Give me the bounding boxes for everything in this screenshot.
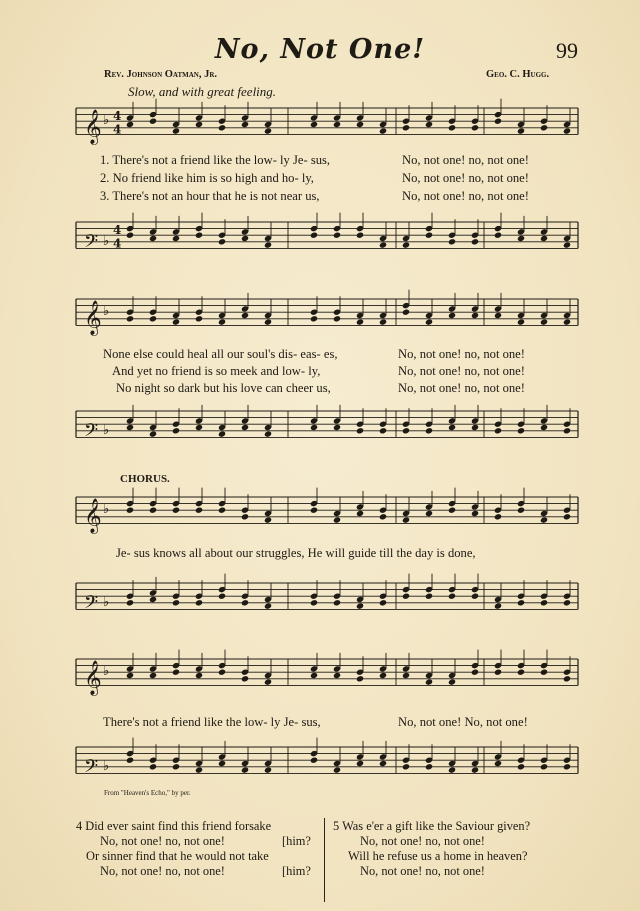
note-head <box>264 516 272 523</box>
note-head <box>379 513 387 520</box>
bass-clef: 𝄢 <box>84 756 99 782</box>
note-head <box>333 599 341 606</box>
note-head <box>425 232 433 239</box>
note-head <box>425 593 433 600</box>
note-head <box>241 424 249 431</box>
note-head <box>402 593 410 600</box>
note-head <box>149 118 157 125</box>
note-head <box>241 599 249 606</box>
note-head <box>540 599 548 606</box>
lyric-line-v1-a: 1. There's not a friend like the low- ly Je- sus, <box>100 153 331 167</box>
note-head <box>356 427 364 434</box>
note-head <box>517 507 525 514</box>
lyricist-credit: Rev. Johnson Oatman, Jr. <box>104 69 218 80</box>
treble-clef: 𝄞 <box>84 109 102 145</box>
bass-clef: 𝄢 <box>84 592 99 618</box>
note-head <box>563 513 571 520</box>
note-head <box>471 510 479 517</box>
clef-signs <box>84 109 121 781</box>
note-head <box>172 669 180 676</box>
note-head <box>172 318 180 325</box>
note-head <box>448 124 456 131</box>
chorus-lyric-line-2: There's not a friend like the low- ly Je- sus, <box>103 715 321 729</box>
note-head <box>126 507 134 514</box>
note-head <box>402 427 410 434</box>
note-head <box>172 235 180 242</box>
treble-clef: 𝄞 <box>84 498 102 534</box>
time-signature: 4 <box>113 236 122 251</box>
flat-sign: ♭ <box>103 594 110 610</box>
note-head <box>425 510 433 517</box>
note-head <box>241 513 249 520</box>
note-head <box>264 127 272 134</box>
note-head <box>563 427 571 434</box>
note-head <box>494 760 502 767</box>
note-head <box>402 124 410 131</box>
note-head <box>540 763 548 770</box>
note-head <box>356 510 364 517</box>
note-head <box>356 232 364 239</box>
note-head <box>563 763 571 770</box>
note-head <box>333 424 341 431</box>
note-head <box>379 672 387 679</box>
note-head <box>218 593 226 600</box>
verse-5-line-2: No, not one! no, not one! <box>360 834 485 848</box>
note-head <box>241 766 249 773</box>
note-head <box>379 241 387 248</box>
treble-clef: 𝄞 <box>84 300 102 336</box>
note-head <box>333 232 341 239</box>
note-head <box>517 669 525 676</box>
lyric-line-v2-b: And yet no friend is so meek and low- ly, <box>112 364 321 378</box>
note-head <box>471 669 479 676</box>
note-head <box>149 430 157 437</box>
note-head <box>425 678 433 685</box>
note-head <box>379 427 387 434</box>
note-head <box>540 318 548 325</box>
note-head <box>425 763 433 770</box>
note-head <box>172 599 180 606</box>
note-head <box>448 507 456 514</box>
note-head <box>264 318 272 325</box>
note-head <box>563 675 571 682</box>
note-head <box>310 315 318 322</box>
note-head <box>126 757 134 764</box>
note-head <box>264 241 272 248</box>
verse-5-line-3: Will he refuse us a home in heaven? <box>348 849 528 863</box>
chorus-label: CHORUS. <box>120 473 170 485</box>
note-head <box>172 127 180 134</box>
note-head <box>402 516 410 523</box>
note-head <box>517 427 525 434</box>
note-head <box>149 763 157 770</box>
verse-4-bracket-1: [him? <box>282 834 311 848</box>
note-head <box>494 312 502 319</box>
note-head <box>402 309 410 316</box>
source-note: From "Heaven's Echo," by per. <box>104 789 191 797</box>
note-head <box>126 232 134 239</box>
note-head <box>195 315 203 322</box>
note-head <box>126 599 134 606</box>
note-head <box>310 599 318 606</box>
note-head <box>379 318 387 325</box>
note-head <box>195 766 203 773</box>
note-head <box>241 312 249 319</box>
verse-4-line-4: No, not one! no, not one! <box>100 864 225 878</box>
note-head <box>126 672 134 679</box>
note-head <box>149 235 157 242</box>
note-head <box>379 599 387 606</box>
lyric-refrain-v3-b: No, not one! no, not one! <box>398 381 525 395</box>
note-head <box>448 238 456 245</box>
note-head <box>195 121 203 128</box>
note-head <box>195 507 203 514</box>
note-head <box>356 602 364 609</box>
lyric-refrain-v2-b: No, not one! no, not one! <box>398 364 525 378</box>
composer-credit: Geo. C. Hugg. <box>486 69 550 80</box>
note-head <box>494 602 502 609</box>
note-head <box>333 121 341 128</box>
note-head <box>218 238 226 245</box>
lyric-line-v3-b: No night so dark but his love can cheer us, <box>116 381 331 395</box>
note-head <box>471 593 479 600</box>
note-head <box>218 430 226 437</box>
lyric-refrain-v3-a: No, not one! no, not one! <box>402 189 529 203</box>
note-head <box>264 602 272 609</box>
flat-sign: ♭ <box>103 502 110 518</box>
lyric-line-v3-a: 3. There's not an hour that he is not near us, <box>100 189 320 203</box>
note-head <box>149 315 157 322</box>
note-head <box>356 760 364 767</box>
note-head <box>356 121 364 128</box>
note-head <box>448 766 456 773</box>
verse-4-line-3: Or sinner find that he would not take <box>86 849 269 863</box>
hymn-title: No, Not One! <box>214 34 426 65</box>
note-head <box>425 318 433 325</box>
note-head <box>126 315 134 322</box>
note-head <box>241 121 249 128</box>
note-head <box>218 760 226 767</box>
note-head <box>494 513 502 520</box>
note-head <box>471 424 479 431</box>
note-head <box>195 599 203 606</box>
verse-5-line-4: No, not one! no, not one! <box>360 864 485 878</box>
note-head <box>356 318 364 325</box>
note-head <box>195 424 203 431</box>
note-head <box>310 672 318 679</box>
note-head <box>126 424 134 431</box>
lyric-line-v2-a: 2. No friend like him is so high and ho- ly, <box>100 171 314 185</box>
treble-clef: 𝄞 <box>84 660 102 696</box>
note-head <box>149 672 157 679</box>
note-head <box>402 241 410 248</box>
note-head <box>264 430 272 437</box>
note-head <box>195 232 203 239</box>
lyric-refrain-v1-b: No, not one! no, not one! <box>398 347 525 361</box>
chorus-lyric-line-1: Je- sus knows all about our struggles, He will guide till the day is done, <box>116 546 476 560</box>
flat-sign: ♭ <box>103 304 110 320</box>
note-head <box>448 424 456 431</box>
note-head <box>310 424 318 431</box>
note-head <box>471 766 479 773</box>
note-head <box>425 121 433 128</box>
note-head <box>333 315 341 322</box>
note-head <box>563 127 571 134</box>
note-head <box>563 318 571 325</box>
note-head <box>540 669 548 676</box>
note-head <box>517 235 525 242</box>
note-head <box>540 424 548 431</box>
note-head <box>494 669 502 676</box>
note-head <box>356 675 364 682</box>
note-head <box>333 766 341 773</box>
note-head <box>494 427 502 434</box>
note-head <box>172 763 180 770</box>
page-number: 99 <box>556 38 578 63</box>
note-head <box>333 516 341 523</box>
note-head <box>540 235 548 242</box>
note-head <box>126 121 134 128</box>
note-head <box>241 235 249 242</box>
lyric-line-v1-b: None else could heal all our soul's dis- eas- es, <box>103 347 338 361</box>
note-head <box>310 232 318 239</box>
note-head <box>379 127 387 134</box>
note-head <box>517 763 525 770</box>
verse-4-line-2: No, not one! no, not one! <box>100 834 225 848</box>
note-head <box>310 507 318 514</box>
note-head <box>310 121 318 128</box>
note-head <box>241 675 249 682</box>
verse-5-line-1: 5 Was e'er a gift like the Saviour given? <box>333 819 531 833</box>
note-head <box>563 599 571 606</box>
note-head <box>264 678 272 685</box>
note-head <box>494 118 502 125</box>
flat-sign: ♭ <box>103 664 110 680</box>
note-head <box>448 312 456 319</box>
note-head <box>149 596 157 603</box>
note-head <box>425 427 433 434</box>
note-head <box>517 318 525 325</box>
bass-clef: 𝄢 <box>84 420 99 446</box>
verse-4-bracket-2: [him? <box>282 864 311 878</box>
note-head <box>517 127 525 134</box>
note-head <box>517 599 525 606</box>
note-head <box>494 232 502 239</box>
note-head <box>540 124 548 131</box>
note-head <box>379 760 387 767</box>
note-head <box>218 124 226 131</box>
flat-sign: ♭ <box>103 233 110 249</box>
tempo-marking: Slow, and with great feeling. <box>128 84 277 99</box>
time-signature: 4 <box>113 109 122 124</box>
note-head <box>333 672 341 679</box>
flat-sign: ♭ <box>103 113 110 129</box>
note-head <box>310 757 318 764</box>
note-head <box>264 766 272 773</box>
flat-sign: ♭ <box>103 758 110 774</box>
note-head <box>172 507 180 514</box>
verse-4-line-1: 4 Did ever saint find this friend forsake <box>76 819 272 833</box>
note-head <box>563 241 571 248</box>
note-head <box>471 238 479 245</box>
note-head <box>448 593 456 600</box>
note-head <box>218 507 226 514</box>
lyric-refrain-v1-a: No, not one! no, not one! <box>402 153 529 167</box>
lyric-refrain-v2-a: No, not one! no, not one! <box>402 171 529 185</box>
bass-clef: 𝄢 <box>84 231 99 257</box>
time-signature: 4 <box>113 122 122 137</box>
chorus-lyric-refrain-2: No, not one! No, not one! <box>398 715 528 729</box>
note-head <box>540 516 548 523</box>
note-head <box>471 312 479 319</box>
note-head <box>195 672 203 679</box>
flat-sign: ♭ <box>103 422 110 438</box>
note-head <box>218 669 226 676</box>
verse-column-divider <box>324 818 325 902</box>
note-head <box>471 124 479 131</box>
note-head <box>402 763 410 770</box>
note-head <box>402 672 410 679</box>
note-head <box>172 427 180 434</box>
time-signature: 4 <box>113 223 122 238</box>
note-head <box>149 507 157 514</box>
note-head <box>218 318 226 325</box>
note-head <box>448 678 456 685</box>
